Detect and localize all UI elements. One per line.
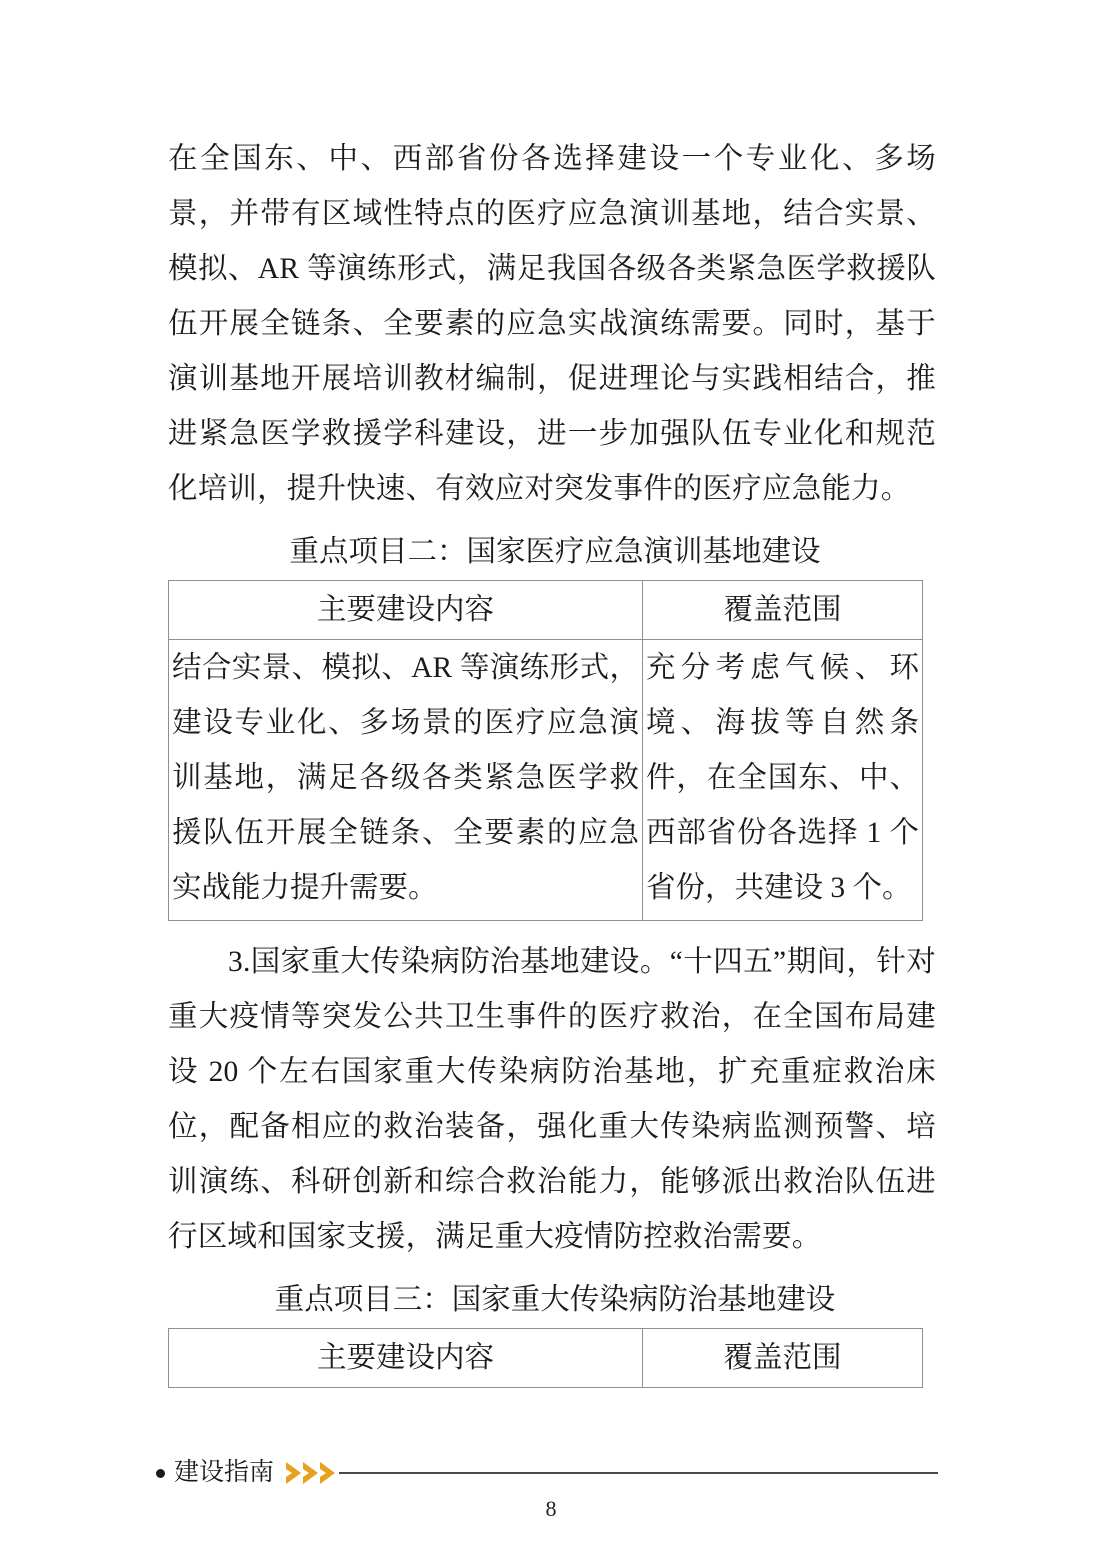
page-content: [168, 132, 936, 1388]
table-one-cell-main-content: [169, 640, 643, 921]
table-two-header-scope-label: 覆盖范围: [723, 1342, 842, 1374]
table-one-cell-scope: [643, 640, 923, 921]
body-paragraph-medical-emergency-training: 在全国东、中、西部省份各选择建设一个专业化、多场景，并带有区域性特点的医疗应急演训基地，结合实景、模拟、AR 等演练形式，满足我国各级各类紧急医学救援队伍开展全链条、全要素的应急实战演练需要。同时，基于演训基地开展培训教材编制，促进理论与实践相结合，推进紧急医学救援学科建设，进一步加强队伍专业化和规范化培训，提升快速、有效应对突发事件的医疗应急能力。: [168, 143, 936, 505]
table-two-caption: 重点项目三：国家重大传染病防治基地建设: [274, 1284, 836, 1316]
table-one-caption: 重点项目二：国家医疗应急演训基地建设: [289, 536, 821, 568]
table-one-header-main-content: [169, 581, 643, 640]
footer-title-label: 建设指南: [174, 1459, 275, 1486]
body-paragraph-major-infectious-disease-base: 3.国家重大传染病防治基地建设。“十四五”期间，针对重大疫情等突发公共卫生事件的医疗救治，在全国布局建设 20 个左右国家重大传染病防治基地，扩充重症救治床位，配备相应的救治装备，强化重大传染病监测预警、培训演练、科研创新和综合救治能力，能够派出救治队伍进行区域和国家支援，满足重大疫情防控救治需要。: [168, 946, 936, 1253]
table-two-header-scope: [643, 1329, 923, 1388]
footer-horizontal-rule: [339, 1472, 938, 1474]
table-header-row: [169, 1329, 923, 1388]
bullet-dot-icon: [156, 1469, 165, 1478]
table-one-cell-scope-text: 充分考虑气候、环境、海拔等自然条件，在全国东、中、西部省份各选择 1 个省份，共建设 3 个。: [646, 652, 919, 904]
double-chevron-right-icon: [284, 1460, 336, 1486]
table-row: [169, 640, 923, 921]
footer-banner: [156, 1452, 938, 1494]
table-one-header-scope: [643, 581, 923, 640]
table-two-header-main-content-label: 主要建设内容: [316, 1342, 494, 1374]
page-number: 8: [545, 1496, 557, 1521]
spacer: [168, 1265, 936, 1273]
table-two-key-project-three: [168, 1328, 923, 1388]
table-one-header-scope-label: 覆盖范围: [723, 594, 842, 626]
page-footer: [0, 1452, 1102, 1552]
table-one-key-project-two: [168, 580, 923, 921]
spacer: [168, 517, 936, 525]
table-header-row: [169, 581, 923, 640]
table-two-header-main-content: [169, 1329, 643, 1388]
table-one-cell-main-content-text: 结合实景、模拟、AR 等演练形式，建设专业化、多场景的医疗应急演训基地，满足各级各类紧急医学救援队伍开展全链条、全要素的应急实战能力提升需要。: [172, 652, 639, 904]
table-one-header-main-content-label: 主要建设内容: [316, 594, 494, 626]
spacer: [168, 921, 936, 935]
